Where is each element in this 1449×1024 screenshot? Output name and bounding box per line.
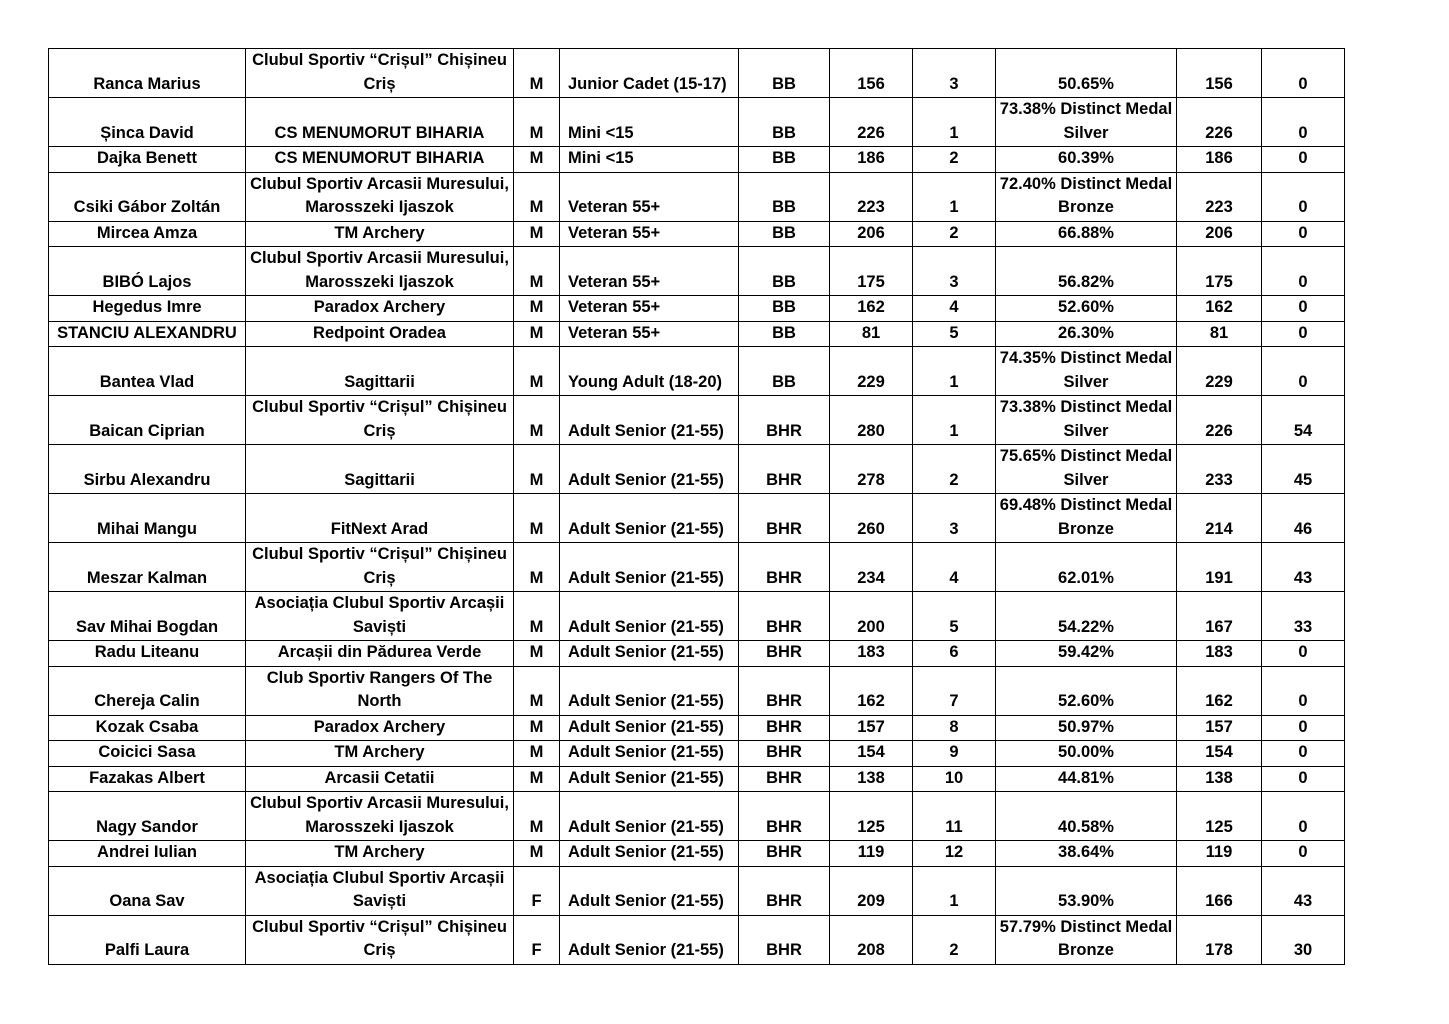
percent-cell: 73.38% Distinct Medal Silver	[996, 98, 1177, 147]
bonus-cell: 0	[1262, 741, 1345, 767]
place-cell: 3	[913, 49, 996, 98]
bonus-cell: 54	[1262, 396, 1345, 445]
percent-cell: 56.82%	[996, 247, 1177, 296]
bow-class-cell: BB	[739, 296, 830, 322]
archer-name: Coicici Sasa	[49, 741, 246, 767]
subtotal-cell: 226	[1177, 98, 1262, 147]
total-score-cell: 234	[830, 543, 913, 592]
bonus-cell: 0	[1262, 347, 1345, 396]
total-score-cell: 186	[830, 147, 913, 173]
gender-cell: M	[514, 543, 560, 592]
percent-cell: 52.60%	[996, 666, 1177, 715]
club-name: Redpoint Oradea	[246, 321, 514, 347]
percent-cell: 40.58%	[996, 792, 1177, 841]
club-name: Club Sportiv Rangers Of The North	[246, 666, 514, 715]
total-score-cell: 125	[830, 792, 913, 841]
category-cell: Adult Senior (21-55)	[560, 841, 739, 867]
place-cell: 7	[913, 666, 996, 715]
club-name: CS MENUMORUT BIHARIA	[246, 98, 514, 147]
bonus-cell: 0	[1262, 766, 1345, 792]
archer-name: Sirbu Alexandru	[49, 445, 246, 494]
archer-name: Bantea Vlad	[49, 347, 246, 396]
gender-cell: M	[514, 296, 560, 322]
place-cell: 1	[913, 172, 996, 221]
category-cell: Veteran 55+	[560, 172, 739, 221]
bonus-cell: 0	[1262, 296, 1345, 322]
club-name: TM Archery	[246, 841, 514, 867]
gender-cell: M	[514, 147, 560, 173]
gender-cell: M	[514, 247, 560, 296]
subtotal-cell: 119	[1177, 841, 1262, 867]
category-cell: Adult Senior (21-55)	[560, 915, 739, 964]
place-cell: 10	[913, 766, 996, 792]
subtotal-cell: 157	[1177, 715, 1262, 741]
bow-class-cell: BHR	[739, 915, 830, 964]
subtotal-cell: 162	[1177, 666, 1262, 715]
subtotal-cell: 183	[1177, 641, 1262, 667]
bow-class-cell: BHR	[739, 741, 830, 767]
category-cell: Adult Senior (21-55)	[560, 494, 739, 543]
category-cell: Adult Senior (21-55)	[560, 445, 739, 494]
percent-cell: 57.79% Distinct Medal Bronze	[996, 915, 1177, 964]
total-score-cell: 162	[830, 666, 913, 715]
percent-cell: 52.60%	[996, 296, 1177, 322]
bonus-cell: 30	[1262, 915, 1345, 964]
percent-cell: 50.97%	[996, 715, 1177, 741]
bow-class-cell: BB	[739, 98, 830, 147]
bonus-cell: 0	[1262, 49, 1345, 98]
bow-class-cell: BHR	[739, 766, 830, 792]
total-score-cell: 162	[830, 296, 913, 322]
gender-cell: M	[514, 715, 560, 741]
percent-cell: 50.65%	[996, 49, 1177, 98]
total-score-cell: 157	[830, 715, 913, 741]
archer-name: Fazakas Albert	[49, 766, 246, 792]
table-row	[49, 841, 1345, 867]
table-row	[49, 172, 1345, 221]
bow-class-cell: BB	[739, 247, 830, 296]
bow-class-cell: BHR	[739, 866, 830, 915]
bow-class-cell: BHR	[739, 494, 830, 543]
table-row	[49, 741, 1345, 767]
results-body	[49, 49, 1345, 965]
archer-name: Mihai Mangu	[49, 494, 246, 543]
place-cell: 1	[913, 866, 996, 915]
club-name: TM Archery	[246, 221, 514, 247]
category-cell: Adult Senior (21-55)	[560, 396, 739, 445]
place-cell: 4	[913, 543, 996, 592]
subtotal-cell: 138	[1177, 766, 1262, 792]
percent-cell: 62.01%	[996, 543, 1177, 592]
gender-cell: F	[514, 866, 560, 915]
archer-name: Sav Mihai Bogdan	[49, 592, 246, 641]
subtotal-cell: 223	[1177, 172, 1262, 221]
percent-cell: 75.65% Distinct Medal Silver	[996, 445, 1177, 494]
gender-cell: M	[514, 741, 560, 767]
category-cell: Young Adult (18-20)	[560, 347, 739, 396]
total-score-cell: 183	[830, 641, 913, 667]
subtotal-cell: 162	[1177, 296, 1262, 322]
subtotal-cell: 167	[1177, 592, 1262, 641]
club-name: FitNext Arad	[246, 494, 514, 543]
table-row	[49, 445, 1345, 494]
category-cell: Adult Senior (21-55)	[560, 792, 739, 841]
bow-class-cell: BHR	[739, 666, 830, 715]
gender-cell: M	[514, 221, 560, 247]
gender-cell: F	[514, 915, 560, 964]
place-cell: 2	[913, 221, 996, 247]
club-name: Arcasii Cetatii	[246, 766, 514, 792]
place-cell: 8	[913, 715, 996, 741]
place-cell: 11	[913, 792, 996, 841]
bonus-cell: 43	[1262, 866, 1345, 915]
table-row	[49, 98, 1345, 147]
table-row	[49, 147, 1345, 173]
gender-cell: M	[514, 792, 560, 841]
category-cell: Mini <15	[560, 98, 739, 147]
total-score-cell: 229	[830, 347, 913, 396]
total-score-cell: 175	[830, 247, 913, 296]
place-cell: 5	[913, 321, 996, 347]
subtotal-cell: 186	[1177, 147, 1262, 173]
bow-class-cell: BB	[739, 347, 830, 396]
percent-cell: 50.00%	[996, 741, 1177, 767]
percent-cell: 53.90%	[996, 866, 1177, 915]
percent-cell: 54.22%	[996, 592, 1177, 641]
club-name: Sagittarii	[246, 445, 514, 494]
club-name: TM Archery	[246, 741, 514, 767]
table-row	[49, 915, 1345, 964]
bow-class-cell: BHR	[739, 543, 830, 592]
gender-cell: M	[514, 396, 560, 445]
bow-class-cell: BHR	[739, 715, 830, 741]
category-cell: Adult Senior (21-55)	[560, 666, 739, 715]
category-cell: Junior Cadet (15-17)	[560, 49, 739, 98]
bow-class-cell: BHR	[739, 445, 830, 494]
category-cell: Veteran 55+	[560, 221, 739, 247]
bonus-cell: 45	[1262, 445, 1345, 494]
archer-name: Ranca Marius	[49, 49, 246, 98]
percent-cell: 72.40% Distinct Medal Bronze	[996, 172, 1177, 221]
gender-cell: M	[514, 49, 560, 98]
club-name: CS MENUMORUT BIHARIA	[246, 147, 514, 173]
gender-cell: M	[514, 841, 560, 867]
table-row	[49, 792, 1345, 841]
place-cell: 4	[913, 296, 996, 322]
subtotal-cell: 154	[1177, 741, 1262, 767]
percent-cell: 44.81%	[996, 766, 1177, 792]
gender-cell: M	[514, 666, 560, 715]
results-table	[48, 48, 1345, 965]
table-row	[49, 543, 1345, 592]
gender-cell: M	[514, 494, 560, 543]
club-name: Clubul Sportiv “Crișul” Chișineu Criș	[246, 915, 514, 964]
category-cell: Veteran 55+	[560, 321, 739, 347]
bonus-cell: 46	[1262, 494, 1345, 543]
total-score-cell: 154	[830, 741, 913, 767]
total-score-cell: 208	[830, 915, 913, 964]
subtotal-cell: 214	[1177, 494, 1262, 543]
total-score-cell: 206	[830, 221, 913, 247]
archer-name: Șinca David	[49, 98, 246, 147]
percent-cell: 73.38% Distinct Medal Silver	[996, 396, 1177, 445]
bow-class-cell: BHR	[739, 641, 830, 667]
bow-class-cell: BB	[739, 321, 830, 347]
archer-name: Hegedus Imre	[49, 296, 246, 322]
table-row	[49, 321, 1345, 347]
category-cell: Veteran 55+	[560, 296, 739, 322]
subtotal-cell: 233	[1177, 445, 1262, 494]
percent-cell: 26.30%	[996, 321, 1177, 347]
club-name: Clubul Sportiv Arcasii Muresului, Marosszeki Ijaszok	[246, 247, 514, 296]
bonus-cell: 0	[1262, 98, 1345, 147]
place-cell: 2	[913, 445, 996, 494]
total-score-cell: 278	[830, 445, 913, 494]
club-name: Asociația Clubul Sportiv Arcașii Saviști	[246, 592, 514, 641]
archer-name: Oana Sav	[49, 866, 246, 915]
total-score-cell: 156	[830, 49, 913, 98]
gender-cell: M	[514, 347, 560, 396]
bonus-cell: 0	[1262, 172, 1345, 221]
gender-cell: M	[514, 445, 560, 494]
table-row	[49, 715, 1345, 741]
gender-cell: M	[514, 592, 560, 641]
table-row	[49, 396, 1345, 445]
bow-class-cell: BB	[739, 49, 830, 98]
bonus-cell: 0	[1262, 841, 1345, 867]
place-cell: 12	[913, 841, 996, 867]
club-name: Clubul Sportiv Arcasii Muresului, Marosszeki Ijaszok	[246, 172, 514, 221]
table-row	[49, 641, 1345, 667]
bonus-cell: 0	[1262, 715, 1345, 741]
gender-cell: M	[514, 172, 560, 221]
place-cell: 1	[913, 347, 996, 396]
total-score-cell: 209	[830, 866, 913, 915]
bonus-cell: 33	[1262, 592, 1345, 641]
category-cell: Adult Senior (21-55)	[560, 766, 739, 792]
bonus-cell: 0	[1262, 147, 1345, 173]
subtotal-cell: 81	[1177, 321, 1262, 347]
category-cell: Adult Senior (21-55)	[560, 741, 739, 767]
bow-class-cell: BHR	[739, 792, 830, 841]
archer-name: Baican Ciprian	[49, 396, 246, 445]
percent-cell: 38.64%	[996, 841, 1177, 867]
bow-class-cell: BB	[739, 172, 830, 221]
subtotal-cell: 206	[1177, 221, 1262, 247]
table-row	[49, 49, 1345, 98]
total-score-cell: 280	[830, 396, 913, 445]
category-cell: Adult Senior (21-55)	[560, 641, 739, 667]
archer-name: Meszar Kalman	[49, 543, 246, 592]
subtotal-cell: 226	[1177, 396, 1262, 445]
bow-class-cell: BB	[739, 221, 830, 247]
gender-cell: M	[514, 766, 560, 792]
gender-cell: M	[514, 98, 560, 147]
club-name: Paradox Archery	[246, 715, 514, 741]
place-cell: 3	[913, 247, 996, 296]
bow-class-cell: BHR	[739, 396, 830, 445]
archer-name: Dajka Benett	[49, 147, 246, 173]
bonus-cell: 0	[1262, 792, 1345, 841]
percent-cell: 59.42%	[996, 641, 1177, 667]
category-cell: Mini <15	[560, 147, 739, 173]
subtotal-cell: 178	[1177, 915, 1262, 964]
archer-name: Mircea Amza	[49, 221, 246, 247]
bonus-cell: 0	[1262, 666, 1345, 715]
archer-name: Radu Liteanu	[49, 641, 246, 667]
bonus-cell: 0	[1262, 641, 1345, 667]
bow-class-cell: BB	[739, 147, 830, 173]
percent-cell: 66.88%	[996, 221, 1177, 247]
place-cell: 6	[913, 641, 996, 667]
table-row	[49, 866, 1345, 915]
club-name: Clubul Sportiv “Crișul” Chișineu Criș	[246, 396, 514, 445]
place-cell: 5	[913, 592, 996, 641]
table-row	[49, 766, 1345, 792]
bow-class-cell: BHR	[739, 841, 830, 867]
archer-name: Chereja Calin	[49, 666, 246, 715]
subtotal-cell: 229	[1177, 347, 1262, 396]
total-score-cell: 81	[830, 321, 913, 347]
bonus-cell: 0	[1262, 247, 1345, 296]
bow-class-cell: BHR	[739, 592, 830, 641]
club-name: Asociația Clubul Sportiv Arcașii Saviști	[246, 866, 514, 915]
table-row	[49, 494, 1345, 543]
category-cell: Veteran 55+	[560, 247, 739, 296]
bonus-cell: 0	[1262, 321, 1345, 347]
place-cell: 3	[913, 494, 996, 543]
category-cell: Adult Senior (21-55)	[560, 715, 739, 741]
archer-name: STANCIU ALEXANDRU	[49, 321, 246, 347]
table-row	[49, 247, 1345, 296]
club-name: Arcașii din Pădurea Verde	[246, 641, 514, 667]
club-name: Sagittarii	[246, 347, 514, 396]
bonus-cell: 43	[1262, 543, 1345, 592]
total-score-cell: 200	[830, 592, 913, 641]
percent-cell: 74.35% Distinct Medal Silver	[996, 347, 1177, 396]
total-score-cell: 226	[830, 98, 913, 147]
bonus-cell: 0	[1262, 221, 1345, 247]
table-row	[49, 347, 1345, 396]
subtotal-cell: 175	[1177, 247, 1262, 296]
place-cell: 2	[913, 147, 996, 173]
category-cell: Adult Senior (21-55)	[560, 866, 739, 915]
archer-name: Andrei Iulian	[49, 841, 246, 867]
table-row	[49, 221, 1345, 247]
table-row	[49, 592, 1345, 641]
subtotal-cell: 156	[1177, 49, 1262, 98]
subtotal-cell: 125	[1177, 792, 1262, 841]
table-row	[49, 296, 1345, 322]
total-score-cell: 260	[830, 494, 913, 543]
subtotal-cell: 166	[1177, 866, 1262, 915]
gender-cell: M	[514, 641, 560, 667]
total-score-cell: 223	[830, 172, 913, 221]
subtotal-cell: 191	[1177, 543, 1262, 592]
place-cell: 2	[913, 915, 996, 964]
category-cell: Adult Senior (21-55)	[560, 543, 739, 592]
table-row	[49, 666, 1345, 715]
club-name: Clubul Sportiv “Crișul” Chișineu Criș	[246, 543, 514, 592]
archer-name: Kozak Csaba	[49, 715, 246, 741]
category-cell: Adult Senior (21-55)	[560, 592, 739, 641]
club-name: Clubul Sportiv “Crișul” Chișineu Criș	[246, 49, 514, 98]
gender-cell: M	[514, 321, 560, 347]
total-score-cell: 119	[830, 841, 913, 867]
archer-name: BIBÓ Lajos	[49, 247, 246, 296]
total-score-cell: 138	[830, 766, 913, 792]
percent-cell: 69.48% Distinct Medal Bronze	[996, 494, 1177, 543]
club-name: Clubul Sportiv Arcasii Muresului, Marosszeki Ijaszok	[246, 792, 514, 841]
club-name: Paradox Archery	[246, 296, 514, 322]
place-cell: 1	[913, 98, 996, 147]
place-cell: 1	[913, 396, 996, 445]
archer-name: Csiki Gábor Zoltán	[49, 172, 246, 221]
archer-name: Palfi Laura	[49, 915, 246, 964]
place-cell: 9	[913, 741, 996, 767]
archer-name: Nagy Sandor	[49, 792, 246, 841]
percent-cell: 60.39%	[996, 147, 1177, 173]
